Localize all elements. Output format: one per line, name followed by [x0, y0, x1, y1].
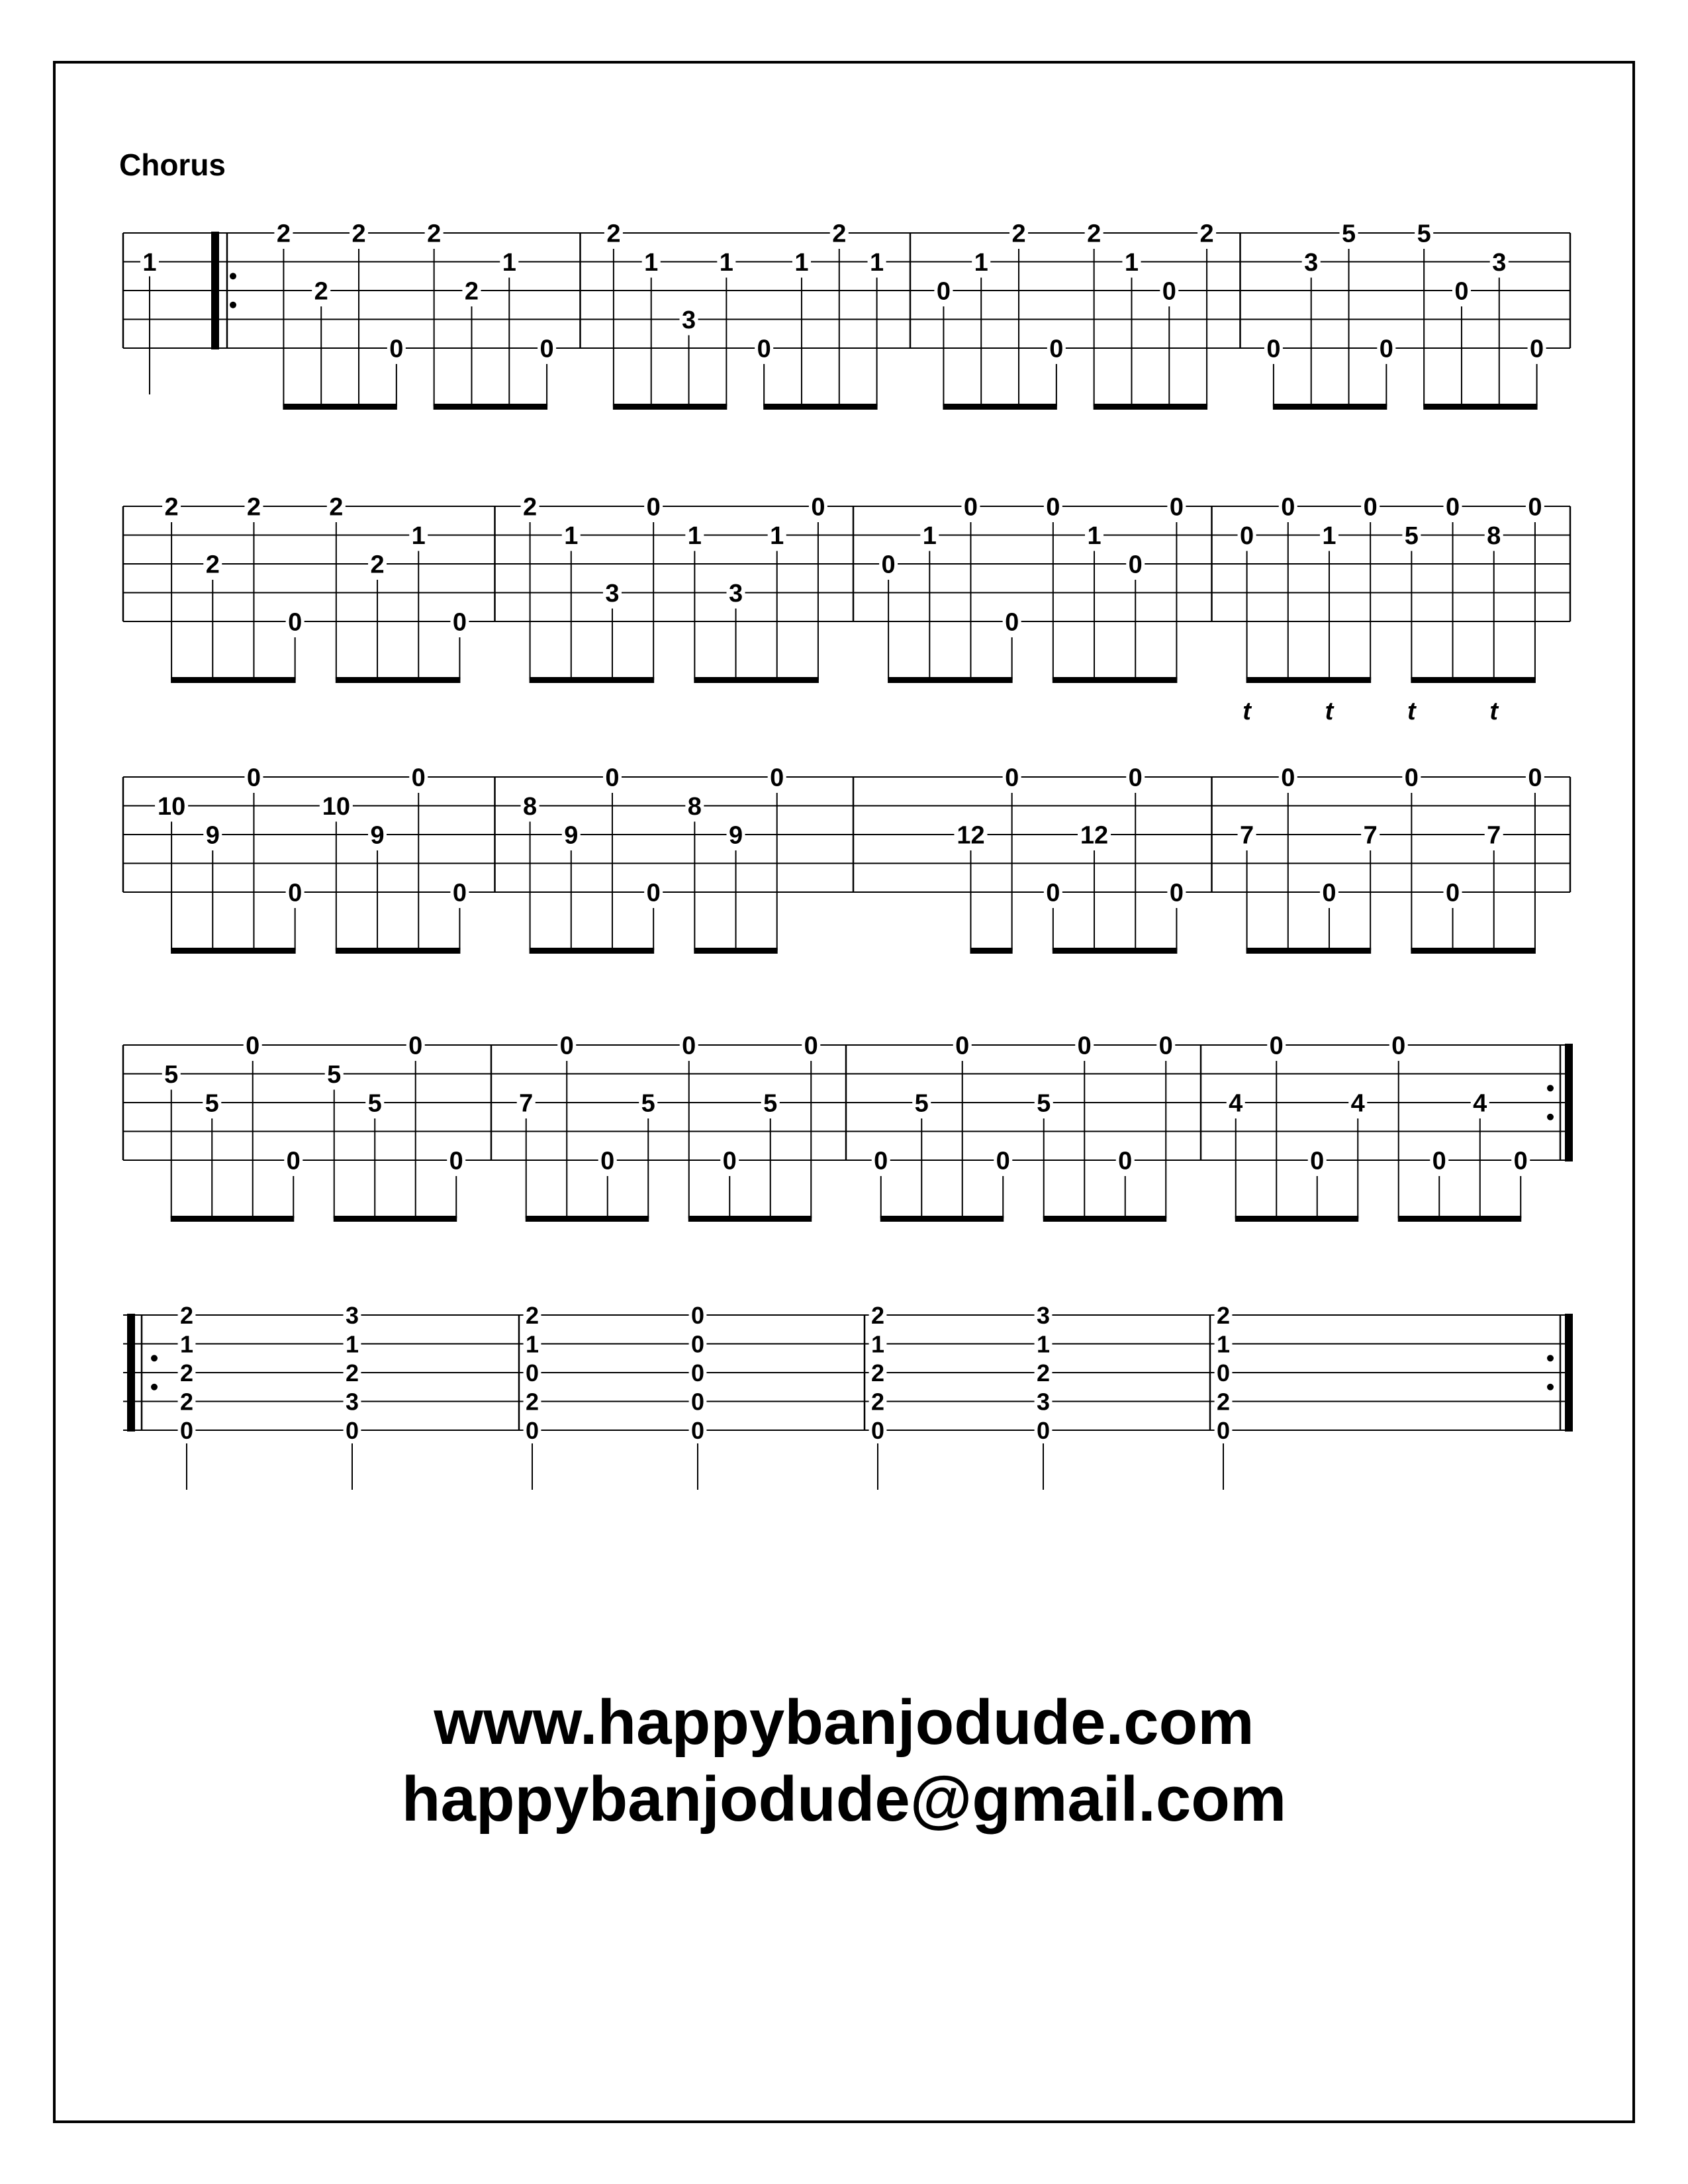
chord-fret-number: 0 [870, 1416, 885, 1444]
beam [1423, 404, 1537, 410]
fret-number: 0 [1169, 493, 1184, 522]
fret-number: 0 [1281, 493, 1295, 522]
fret-number: 3 [1492, 249, 1507, 277]
chord-fret-number: 2 [1216, 1301, 1231, 1329]
fret-number: 7 [1240, 821, 1254, 850]
beam [530, 948, 655, 954]
repeat-dot [151, 1384, 158, 1390]
repeat-barline-thick [1565, 1314, 1573, 1432]
chord-fret-number: 0 [1036, 1416, 1051, 1444]
fret-number: 0 [1162, 277, 1176, 306]
fret-number: 0 [770, 764, 784, 792]
fret-number: 1 [687, 522, 702, 551]
fret-number: 0 [1445, 879, 1460, 907]
fret-number: 0 [682, 1032, 696, 1060]
fret-number: 0 [1281, 764, 1295, 792]
fret-number: 2 [164, 493, 179, 522]
beam [1411, 677, 1536, 683]
fret-number: 0 [605, 764, 620, 792]
fret-number: 2 [427, 220, 442, 248]
chord-fret-number: 3 [345, 1301, 359, 1329]
repeat-dot [151, 1355, 158, 1361]
fret-number: 4 [1473, 1089, 1487, 1118]
fret-number: 0 [963, 493, 978, 522]
fret-number: 0 [757, 335, 771, 363]
chord-fret-number: 3 [1036, 1301, 1051, 1329]
fret-number: 0 [452, 879, 467, 907]
chord-fret-number: 0 [525, 1359, 539, 1387]
fret-number: 3 [728, 580, 743, 608]
fret-number: 0 [246, 1032, 260, 1060]
repeat-dot [1547, 1355, 1554, 1361]
beam [1411, 948, 1536, 954]
chord-fret-number: 0 [1216, 1416, 1231, 1444]
beam [526, 1216, 649, 1222]
fret-number: 5 [327, 1061, 342, 1089]
repeat-dot [230, 273, 236, 279]
chord-fret-number: 1 [525, 1330, 539, 1358]
chord-fret-number: 1 [179, 1330, 194, 1358]
fret-number: 5 [641, 1089, 655, 1118]
fret-number: 5 [205, 1089, 219, 1118]
chord-fret-number: 2 [345, 1359, 359, 1387]
fret-number: 0 [881, 551, 896, 579]
beam [888, 677, 1013, 683]
chord-fret-number: 0 [690, 1301, 705, 1329]
beam [434, 404, 547, 410]
chord-fret-number: 0 [179, 1416, 194, 1444]
technique-mark: t [1243, 698, 1251, 725]
beam [880, 1216, 1004, 1222]
fret-number: 7 [1363, 821, 1378, 850]
chord-fret-number: 2 [179, 1388, 194, 1416]
fret-number: 0 [1266, 335, 1281, 363]
fret-number: 0 [408, 1032, 423, 1060]
fret-number: 0 [1158, 1032, 1173, 1060]
fret-number: 0 [1128, 551, 1143, 579]
fret-number: 5 [1417, 220, 1431, 248]
beam [171, 1216, 295, 1222]
fret-number: 0 [1379, 335, 1393, 363]
chord-fret-number: 0 [1216, 1359, 1231, 1387]
fret-number: 2 [464, 277, 479, 306]
technique-mark: t [1325, 698, 1334, 725]
fret-number: 0 [1432, 1147, 1446, 1175]
beam [970, 948, 1012, 954]
repeat-barline-thick [127, 1314, 135, 1432]
chord-fret-number: 1 [870, 1330, 885, 1358]
fret-number: 2 [832, 220, 847, 248]
chord-fret-number: 2 [870, 1388, 885, 1416]
fret-number: 0 [1513, 1147, 1528, 1175]
fret-number: 1 [974, 249, 988, 277]
fret-number: 0 [1046, 879, 1060, 907]
beam [1235, 1216, 1359, 1222]
chord-fret-number: 1 [345, 1330, 359, 1358]
fret-number: 2 [314, 277, 328, 306]
fret-number: 0 [1269, 1032, 1284, 1060]
chord-fret-number: 1 [1216, 1330, 1231, 1358]
repeat-dot [1547, 1114, 1554, 1120]
beam [688, 1216, 812, 1222]
fret-number: 0 [1363, 493, 1378, 522]
fret-number: 0 [1404, 764, 1419, 792]
fret-number: 7 [1487, 821, 1501, 850]
fret-number: 1 [922, 522, 937, 551]
chord-fret-number: 0 [345, 1416, 359, 1444]
fret-number: 1 [1322, 522, 1336, 551]
chord-fret-number: 0 [690, 1330, 705, 1358]
fret-number: 3 [681, 306, 696, 335]
beam [334, 1216, 457, 1222]
footer-email: happybanjodude@gmail.com [401, 1764, 1287, 1835]
fret-number: 2 [606, 220, 621, 248]
fret-number: 10 [322, 793, 350, 821]
fret-number: 0 [1049, 335, 1064, 363]
section-title: Chorus [119, 148, 226, 182]
fret-number: 2 [246, 493, 261, 522]
fret-number: 7 [519, 1089, 534, 1118]
fret-number: 0 [559, 1032, 574, 1060]
technique-mark: t [1489, 698, 1499, 725]
beam [694, 677, 819, 683]
fret-number: 2 [205, 551, 220, 579]
fret-number: 1 [870, 249, 884, 277]
fret-number: 4 [1350, 1089, 1365, 1118]
beam [1053, 948, 1178, 954]
fret-number: 8 [687, 793, 702, 821]
fret-number: 5 [914, 1089, 929, 1118]
beam [1053, 677, 1178, 683]
fret-number: 9 [728, 821, 743, 850]
fret-number: 3 [1304, 249, 1319, 277]
chord-fret-number: 3 [345, 1388, 359, 1416]
beam [171, 948, 296, 954]
fret-number: 0 [955, 1032, 970, 1060]
fret-number: 0 [1528, 764, 1542, 792]
fret-number: 1 [644, 249, 659, 277]
fret-number: 5 [1341, 220, 1356, 248]
beam [283, 404, 397, 410]
fret-number: 0 [1077, 1032, 1092, 1060]
fret-number: 0 [811, 493, 825, 522]
fret-number: 12 [1080, 821, 1109, 850]
fret-number: 2 [523, 493, 538, 522]
fret-number: 9 [564, 821, 579, 850]
fret-number: 0 [1005, 764, 1019, 792]
fret-number: 2 [370, 551, 385, 579]
fret-number: 1 [794, 249, 809, 277]
fret-number: 0 [600, 1147, 615, 1175]
fret-number: 2 [276, 220, 291, 248]
repeat-dot [230, 302, 236, 308]
chord-fret-number: 2 [179, 1301, 194, 1329]
fret-number: 0 [288, 608, 303, 637]
fret-number: 4 [1229, 1089, 1243, 1118]
fret-number: 10 [157, 793, 186, 821]
fret-number: 0 [411, 764, 426, 792]
fret-number: 1 [411, 522, 426, 551]
chord-fret-number: 2 [525, 1301, 539, 1329]
chord-fret-number: 2 [870, 1301, 885, 1329]
beam [1094, 404, 1207, 410]
chord-fret-number: 0 [690, 1388, 705, 1416]
fret-number: 0 [286, 1147, 301, 1175]
chord-fret-number: 0 [690, 1416, 705, 1444]
fret-number: 0 [1530, 335, 1544, 363]
fret-number: 0 [1528, 493, 1542, 522]
fret-number: 0 [1310, 1147, 1325, 1175]
fret-number: 2 [1011, 220, 1026, 248]
fret-number: 1 [1087, 522, 1102, 551]
beam [530, 677, 655, 683]
fret-number: 8 [1487, 522, 1501, 551]
fret-number: 0 [804, 1032, 818, 1060]
fret-number: 0 [1445, 493, 1460, 522]
repeat-barline-thick [211, 232, 219, 349]
beam [1043, 1216, 1167, 1222]
fret-number: 2 [1199, 220, 1214, 248]
beam [171, 677, 296, 683]
chord-fret-number: 2 [870, 1359, 885, 1387]
fret-number: 8 [523, 793, 538, 821]
fret-number: 0 [389, 335, 404, 363]
beam [763, 404, 877, 410]
fret-number: 1 [770, 522, 784, 551]
fret-number: 2 [329, 493, 344, 522]
fret-number: 0 [449, 1147, 463, 1175]
beam [613, 404, 727, 410]
fret-number: 12 [957, 821, 985, 850]
beam [336, 677, 461, 683]
beam [943, 404, 1056, 410]
chord-fret-number: 3 [1036, 1388, 1051, 1416]
fret-number: 0 [996, 1147, 1010, 1175]
chord-fret-number: 2 [525, 1388, 539, 1416]
beam [1398, 1216, 1522, 1222]
beam [694, 948, 777, 954]
fret-number: 0 [288, 879, 303, 907]
chord-fret-number: 2 [179, 1359, 194, 1387]
fret-number: 0 [1169, 879, 1184, 907]
fret-number: 0 [1046, 493, 1060, 522]
fret-number: 5 [1037, 1089, 1051, 1118]
fret-number: 0 [646, 879, 661, 907]
beam [336, 948, 461, 954]
beam [1273, 404, 1387, 410]
chord-fret-number: 2 [1216, 1388, 1231, 1416]
fret-number: 5 [1404, 522, 1419, 551]
fret-number: 0 [874, 1147, 888, 1175]
technique-mark: t [1407, 698, 1416, 725]
fret-number: 3 [605, 580, 620, 608]
repeat-dot [1547, 1384, 1554, 1390]
fret-number: 5 [367, 1089, 382, 1118]
beam [1246, 677, 1372, 683]
fret-number: 0 [646, 493, 661, 522]
fret-number: 9 [205, 821, 220, 850]
fret-number: 0 [1128, 764, 1143, 792]
fret-number: 0 [722, 1147, 737, 1175]
fret-number: 0 [539, 335, 554, 363]
repeat-barline-thick [1565, 1044, 1573, 1161]
fret-number: 2 [1087, 220, 1102, 248]
fret-number: 0 [1118, 1147, 1133, 1175]
chord-fret-number: 1 [1036, 1330, 1051, 1358]
fret-number: 0 [246, 764, 261, 792]
fret-number: 0 [1240, 522, 1254, 551]
footer-website: www.happybanjodude.com [434, 1687, 1254, 1758]
fret-number: 1 [564, 522, 579, 551]
fret-number: 0 [452, 608, 467, 637]
fret-number: 1 [1124, 249, 1139, 277]
fret-number: 1 [142, 249, 157, 277]
fret-number: 0 [1391, 1032, 1406, 1060]
fret-number: 1 [502, 249, 516, 277]
repeat-dot [1547, 1085, 1554, 1091]
fret-number: 2 [352, 220, 366, 248]
chord-fret-number: 0 [690, 1359, 705, 1387]
chord-fret-number: 2 [1036, 1359, 1051, 1387]
fret-number: 0 [936, 277, 951, 306]
fret-number: 9 [370, 821, 385, 850]
beam [1246, 948, 1372, 954]
fret-number: 0 [1322, 879, 1336, 907]
fret-number: 5 [164, 1061, 179, 1089]
fret-number: 1 [719, 249, 733, 277]
fret-number: 5 [763, 1089, 778, 1118]
fret-number: 0 [1005, 608, 1019, 637]
chord-fret-number: 0 [525, 1416, 539, 1444]
fret-number: 0 [1454, 277, 1469, 306]
